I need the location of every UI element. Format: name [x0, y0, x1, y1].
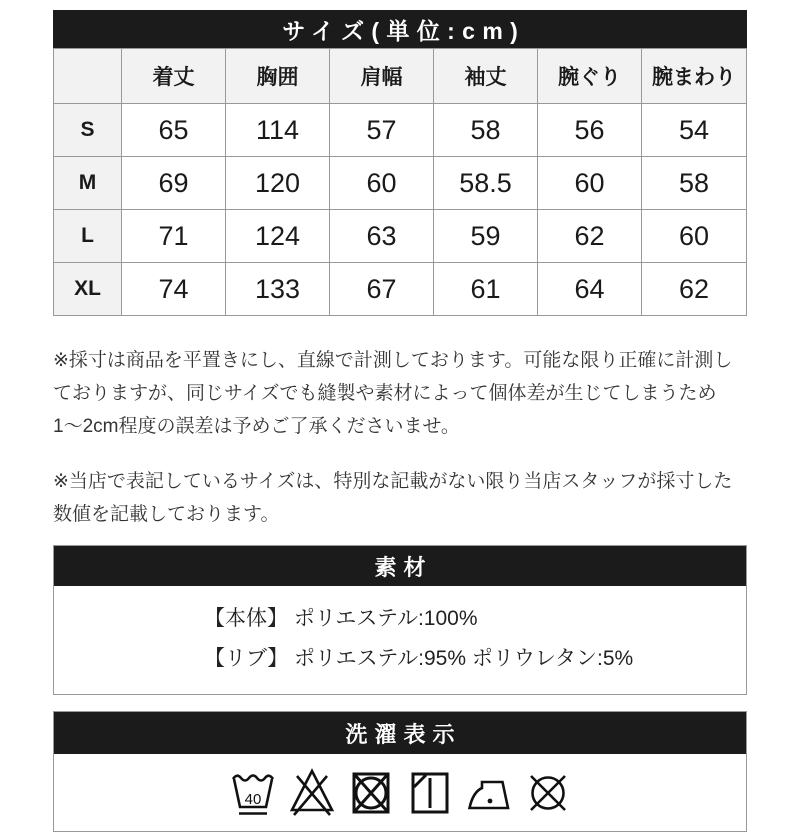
- size-label: M: [54, 157, 122, 210]
- size-table-header-row: [54, 49, 747, 104]
- table-row: [54, 157, 747, 210]
- wash-temp-label: 40: [244, 790, 261, 808]
- do-not-dry-clean-icon: [524, 765, 572, 821]
- measurement-cell: 58.5: [434, 157, 538, 210]
- material-lines: [54, 586, 746, 694]
- material-line-body: 【本体】 ポリエステル:100%: [204, 607, 478, 631]
- measurement-cell: 124: [226, 210, 330, 263]
- col-header: 肩幅: [330, 49, 434, 104]
- measurement-cell: 58: [642, 157, 747, 210]
- do-not-tumble-dry-icon: [347, 765, 395, 821]
- measurement-cell: 120: [226, 157, 330, 210]
- size-label: XL: [54, 263, 122, 316]
- measurement-cell: 67: [330, 263, 434, 316]
- measurement-cell: 60: [642, 210, 747, 263]
- size-label: L: [54, 210, 122, 263]
- measurement-cell: 69: [122, 157, 226, 210]
- measurement-cell: 63: [330, 210, 434, 263]
- care-section-title: 洗濯表示: [54, 712, 746, 754]
- care-symbols-row: [54, 754, 746, 831]
- wash-40-gentle-icon: [229, 765, 277, 821]
- material-section-title: 素材: [54, 546, 746, 586]
- col-header: 着丈: [122, 49, 226, 104]
- measurement-cell: 62: [642, 263, 747, 316]
- corner-cell: [54, 49, 122, 104]
- measurement-cell: 58: [434, 104, 538, 157]
- measurement-cell: 61: [434, 263, 538, 316]
- staff-measurement-note: ※当店で表記しているサイズは、特別な記載がない限り当店スタッフが採寸した数値を記載しております。: [53, 471, 733, 526]
- size-table: [53, 48, 747, 316]
- measurement-cell: 56: [538, 104, 642, 157]
- measurement-cell: 71: [122, 210, 226, 263]
- size-label: S: [54, 104, 122, 157]
- measurement-cell: 60: [330, 157, 434, 210]
- care-section: [53, 711, 747, 832]
- iron-low-temp-icon: [465, 765, 513, 821]
- line-dry-in-shade-icon: [406, 765, 454, 821]
- material-line-rib: 【リブ】 ポリエステル:95% ポリウレタン:5%: [204, 647, 634, 671]
- measurement-cell: 74: [122, 263, 226, 316]
- material-section: [53, 545, 747, 695]
- measurement-cell: 59: [434, 210, 538, 263]
- measurement-cell: 114: [226, 104, 330, 157]
- table-row: [54, 104, 747, 157]
- col-header: 腕ぐり: [538, 49, 642, 104]
- measurement-cell: 62: [538, 210, 642, 263]
- measurement-cell: 65: [122, 104, 226, 157]
- col-header: 袖丈: [434, 49, 538, 104]
- measurement-note: ※採寸は商品を平置きにし、直線で計測しております。可能な限り正確に計測しておりますが、同じサイズでも縫製や素材によって個体差が生じてしまうため 1〜2cm程度の誤差は予めご了承くださいませ。: [53, 350, 733, 438]
- do-not-bleach-icon: [288, 765, 336, 821]
- measurement-cell: 54: [642, 104, 747, 157]
- table-row: [54, 263, 747, 316]
- measurement-cell: 57: [330, 104, 434, 157]
- size-chart-image: [53, 0, 747, 832]
- measurement-cell: 133: [226, 263, 330, 316]
- measurement-cell: 60: [538, 157, 642, 210]
- measurement-cell: 64: [538, 263, 642, 316]
- size-section-title: サイズ(単位:cm): [53, 10, 747, 48]
- col-header: 胸囲: [226, 49, 330, 104]
- table-row: [54, 210, 747, 263]
- col-header: 腕まわり: [642, 49, 747, 104]
